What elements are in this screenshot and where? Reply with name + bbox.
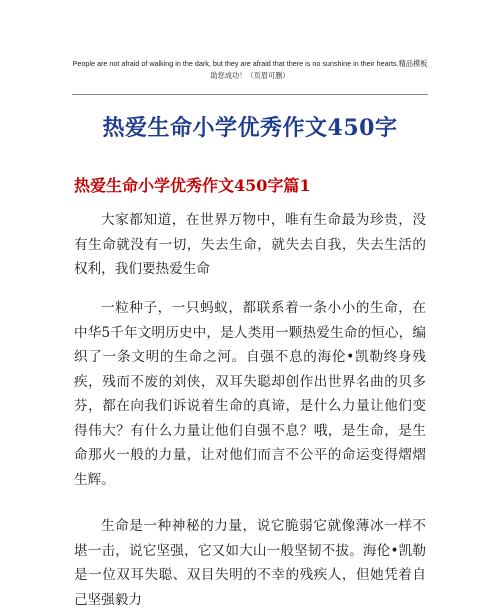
- paragraph-1: 大家都知道，在世界万物中，唯有生命最为珍贵，没有生命就没有一切，失去生命，就失去自我，失去生活的权利，我们要热爱生命: [74, 212, 426, 277]
- page-header: [60, 58, 440, 82]
- header-line-2: 助您成功！（页眉可删）: [210, 71, 290, 80]
- paragraph-3: 生命是一种神秘的力量，说它脆弱它就像薄冰一样不堪一击，说它坚强，它又如大山一般坚韧不拔。海伦•凯勒是一位双耳失聪、双目失明的不幸的残疾人，但她凭着自己坚强毅力: [74, 518, 426, 608]
- section-title: 热爱生命小学优秀作文450字篇1: [74, 176, 311, 195]
- header-divider: [72, 94, 428, 95]
- header-line-1: People are not afraid of walking in the dark, but they are afraid that there is no sunshine in their hearts.精品模板: [72, 59, 428, 68]
- document-title: 热爱生命小学优秀作文450字: [102, 115, 398, 141]
- paragraph-2: 一粒种子，一只蚂蚁，都联系着一条小小的生命，在中华5千年文明历史中，是人类用一颗热爱生命的恒心，编织了一条文明的生命之河。自强不息的海伦•凯勒终身残疾，残而不废的刘侠，双耳失聪却创作出世界名曲的贝多芬，都在向我们诉说着生命的真谛，是什么力量让他们变得伟大？有什么力量让他们自强不息？哦，是生命，是生命那火一般的力量，让对他们而言不公平的命运变得熠熠生辉。: [74, 300, 426, 488]
